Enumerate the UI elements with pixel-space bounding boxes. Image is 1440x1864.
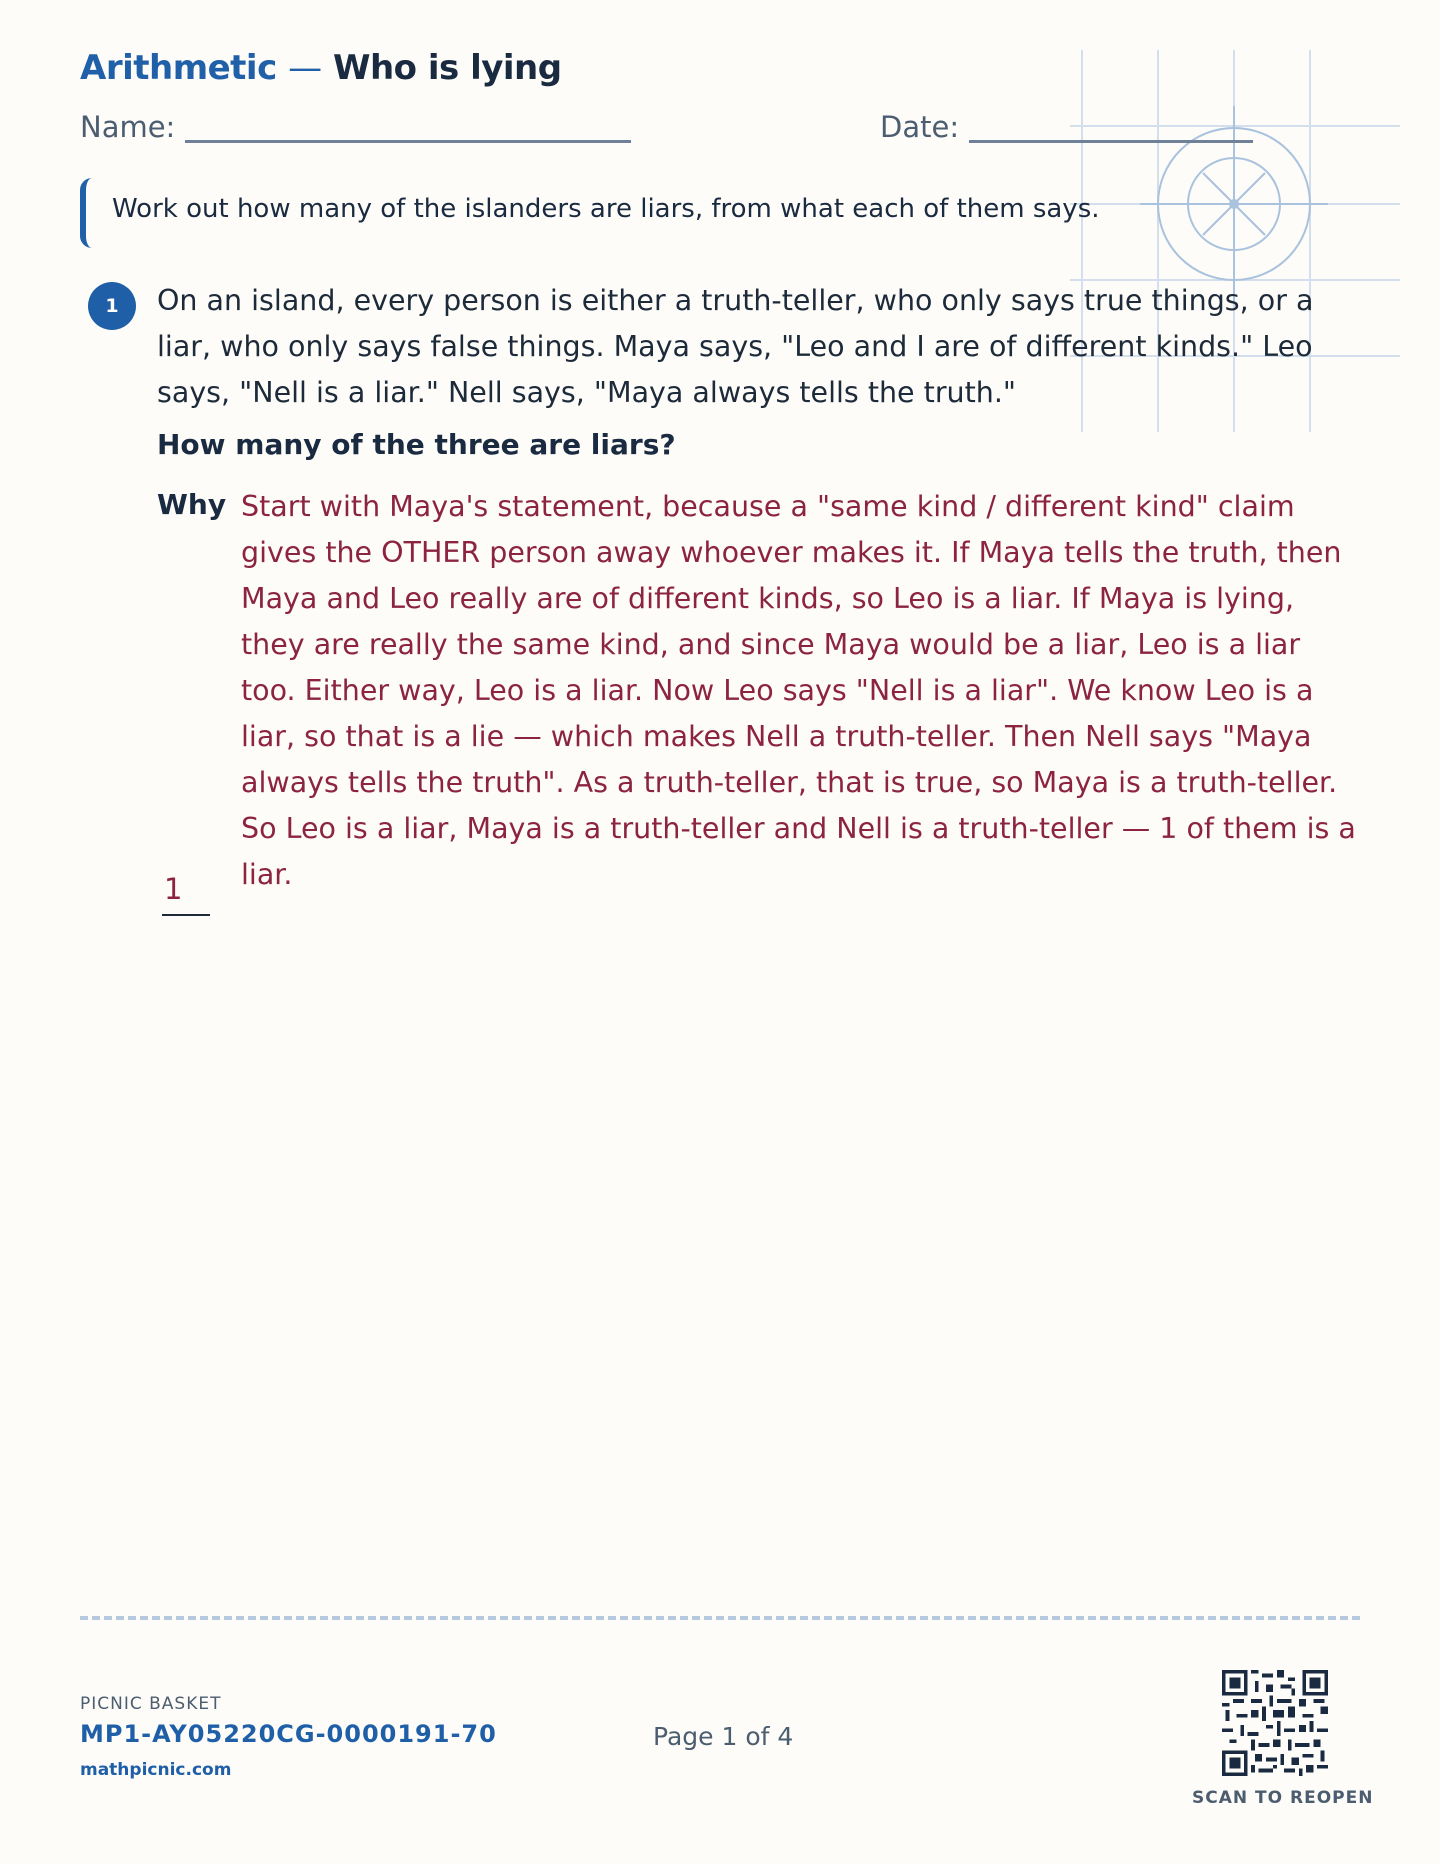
name-label: Name: — [80, 110, 176, 144]
why-explanation: Start with Maya's statement, because a "same kind / different kind" claim gives the OTHER person away whoever makes it. If Maya tells the truth, then Maya and Leo really are of different kinds, so Leo is a liar. If Maya is lying, they are really the same kind, and since Maya would be a liar, Leo is a liar too. Either way, Leo is a liar. Now Leo says "Nell is a liar". We know Leo is a liar, so that is a lie — which makes Nell a truth-teller. Then Nell says "Maya always tells the truth". As a truth-teller, that is true, so Maya is a truth-teller. So Leo is a liar, Maya is a truth-teller and Nell is a truth-teller — 1 of them is a liar. — [241, 490, 1356, 891]
worksheet-code: MP1-AY05220CG-0000191-70 — [80, 1720, 497, 1748]
name-field[interactable] — [80, 110, 631, 144]
scan-label: SCAN TO REOPEN — [1192, 1788, 1374, 1808]
question-text: On an island, every person is either a truth-teller, who only says true things, or a liar, who only says false things. Maya says, "Leo and I are of different kinds." Leo says, "Nell is a liar." Nell says, "Maya always tells the truth." — [157, 284, 1314, 409]
answer-line[interactable] — [162, 872, 210, 916]
why-label: Why — [157, 488, 227, 521]
qr-code-icon[interactable] — [1222, 1670, 1328, 1776]
worksheet-title — [80, 48, 562, 88]
page-number: Page 1 of 4 — [653, 1722, 794, 1751]
subject-label: Arithmetic — [80, 48, 277, 88]
site-link[interactable]: mathpicnic.com — [80, 1760, 232, 1780]
question-number-badge: 1 — [88, 282, 136, 330]
topic-label: Who is lying — [332, 48, 562, 88]
footer-divider — [80, 1616, 1360, 1620]
instruction-text: Work out how many of the islanders are liars, from what each of them says. — [112, 194, 1100, 224]
title-separator: — — [288, 48, 322, 88]
answer-value: 1 — [164, 872, 183, 906]
instruction-box — [80, 178, 1190, 248]
date-line[interactable] — [969, 140, 1253, 143]
footer-brand: PICNIC BASKET — [80, 1694, 222, 1714]
question-prompt: How many of the three are liars? — [157, 428, 676, 461]
name-line[interactable] — [185, 140, 631, 143]
instruction-bracket — [80, 178, 92, 248]
date-field[interactable] — [880, 110, 1253, 144]
date-label: Date: — [880, 110, 960, 144]
